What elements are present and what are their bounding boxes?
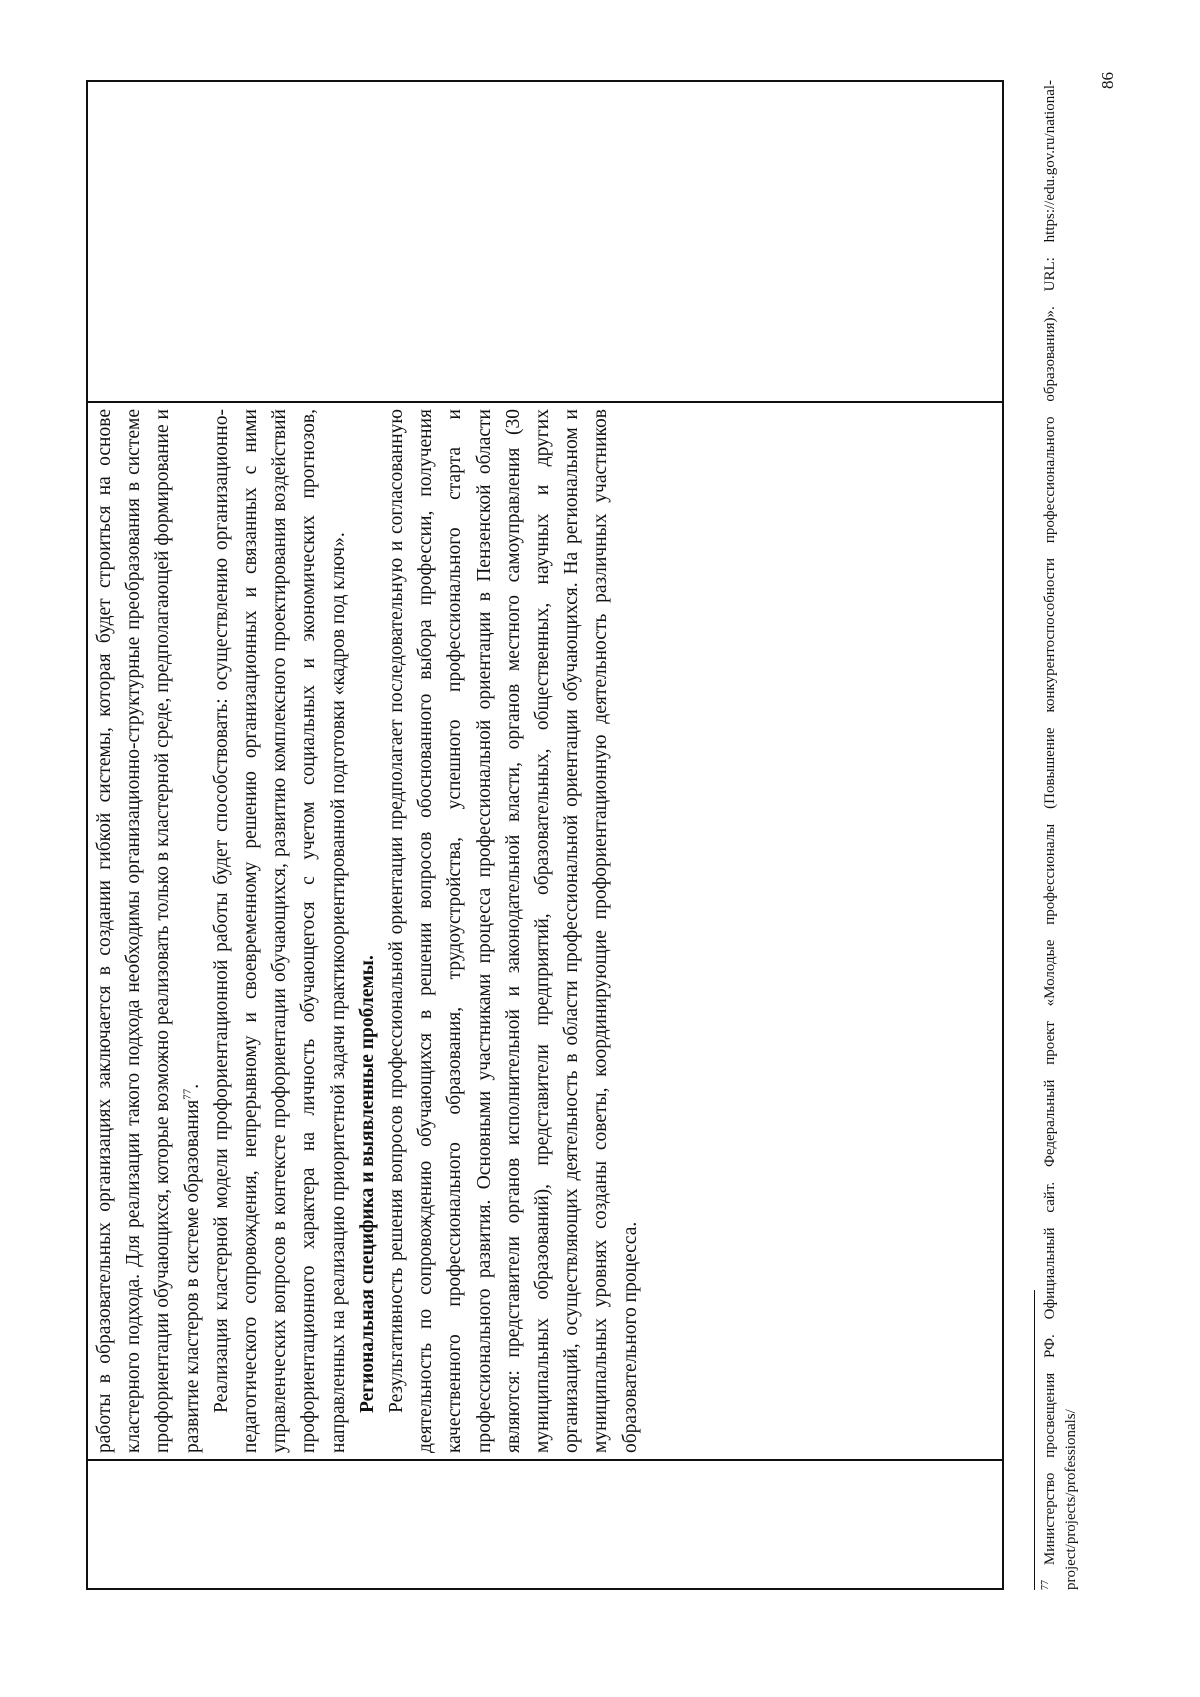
- footnote-number: 77: [1040, 1580, 1051, 1590]
- page-number: 86: [1098, 72, 1117, 89]
- paragraph-regional: Результативность решения вопросов профессиональной ориентации предполагает последовательную и согласованную деятельность по сопровождению обучающихся в решении вопросов обоснованного выбора профессии, получения качественного профессионального образования, трудоустройства, успешного профессионального старта и профессионального развития. Основными участниками процесса профессиональной ориентации в Пензенской области являются: представители органов исполнительной и законодательной власти, органов местного самоуправления (30 муниципальных образований), представители предприятий, образовательных, общественных, научных и других организаций, осуществляющих деятельность в области профессиональной ориентации обучающихся. На региональном и муниципальных уровнях созданы советы, координирующие профориентационную деятельность различных участников образовательного процесса.: [386, 409, 641, 1453]
- paragraph-cluster-model: Реализация кластерной модели профориентационной работы будет способствовать: осуществлению организационно-педагогического сопровождения, непрерывному и своевременному решению организационных и связанных с ними управленческих вопросов в контексте профориентации обучающихся, развитию комплексного проектирования воздействий профориентационного характера на личность обучающегося с учетом социальных и экономических прогнозов, направленных на реализацию приоритетной задачи практикоориентированной подготовки «кадров под ключ».: [210, 409, 349, 1453]
- footnote: [1040, 80, 1082, 1590]
- footnote-reference[interactable]: 77: [181, 1088, 194, 1100]
- paragraph-clusters: [90, 409, 207, 1453]
- footnote-divider: [1034, 1290, 1035, 1590]
- paragraph-clusters-text: работы в образовательных организациях заключается в создании гибкой системы, которая будет строиться на основе кластерного подхода. Для реализации такого подхода необходимы организационно-структурные преобразования в системе профориентации обучающихся, которые возможно реализовать только в кластерной среде, предполагающей формирование и развитие кластеров в системе образования: [94, 409, 203, 1453]
- section-heading: Региональная специфика и выявленные проблемы.: [356, 955, 378, 1413]
- footnote-text: Министерство просвещения РФ. Официальный сайт. Федеральный проект «Молодые профессионалы (Повышение конкурентоспособности профессионального образования)». URL: https://edu.gov.ru/national-project/projects/professionals/: [1042, 79, 1079, 1590]
- table-cell-left: [88, 1459, 1002, 1588]
- table-cell-text: [88, 401, 1002, 1459]
- table-cell-right: [88, 82, 1002, 401]
- paragraph-clusters-end: .: [181, 1083, 203, 1089]
- content-table: [86, 80, 1004, 1590]
